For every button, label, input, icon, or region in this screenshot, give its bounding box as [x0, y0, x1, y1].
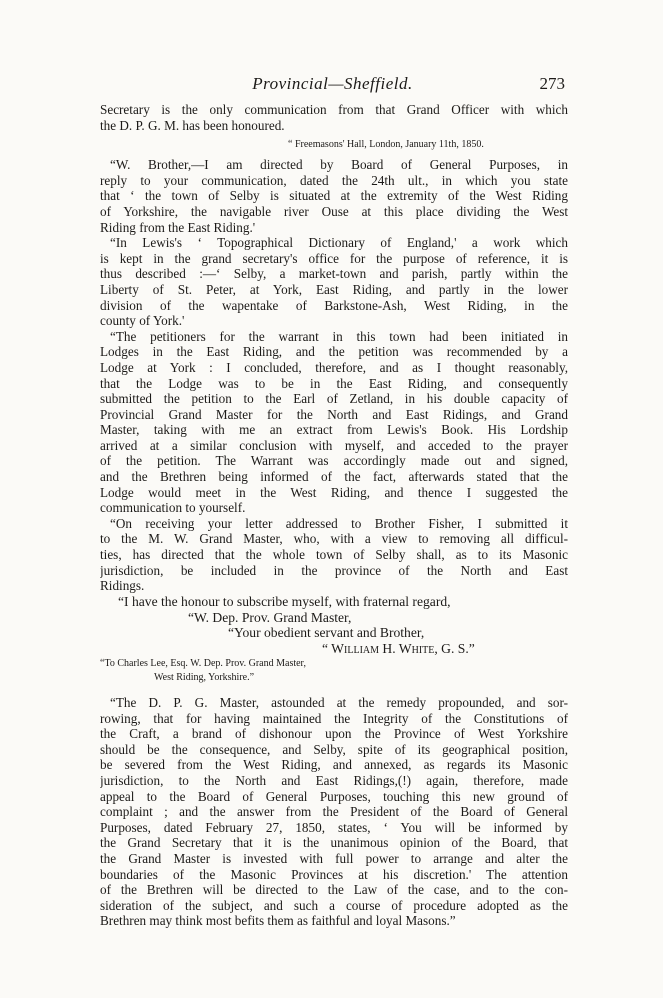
- text-line: county of York.': [100, 313, 185, 329]
- letter-closing: [100, 594, 568, 657]
- text-line: to the M. W. Grand Master, who, with a view to removing all difficul-: [100, 531, 568, 547]
- text-line: and the Brethren being informed of the fact, afterwards stated that the: [100, 469, 568, 485]
- dateline: “ Freemasons' Hall, London, January 11th, 1850.: [288, 139, 484, 151]
- text-line: should be the consequence, and Selby, spite of its geographical position,: [100, 741, 568, 757]
- text-line: jurisdiction, to the North and East Ridings,(!) again, therefore, made: [100, 772, 568, 788]
- text-line: Brethren may think most befits them as faithful and loyal Masons.”: [100, 913, 456, 929]
- text-line: “In Lewis's ‘ Topographical Dictionary of England,' a work which: [110, 235, 568, 251]
- page-header: [100, 74, 565, 96]
- closing-line: “W. Dep. Prov. Grand Master,: [188, 609, 352, 625]
- text-line: Provincial Grand Master for the North and East Ridings, and Grand: [100, 406, 568, 422]
- text-line: “The D. P. G. Master, astounded at the remedy propounded, and sor-: [110, 695, 568, 710]
- text-line: of Yorkshire, the navigable river Ouse at this place dividing the West: [100, 203, 568, 219]
- text-line: Ridings.: [100, 578, 145, 594]
- text-line: division of the wapentake of Barkstone-Ash, West Riding, in the: [100, 297, 568, 313]
- body-text: [100, 102, 568, 929]
- text-line: Purposes, dated February 27, 1850, states, ‘ You will be informed by: [100, 819, 568, 835]
- text-line: the Craft, a brand of dishonour upon the Province of West Yorkshire: [100, 726, 568, 742]
- text-line: of the petition. The Warrant was accordingly made out and signed,: [100, 453, 568, 469]
- text-line: of the Brethren will be directed to the Law of the case, and to the con-: [100, 882, 568, 898]
- text-line: arrived at a similar conclusion with myself, and acceded to the prayer: [100, 437, 568, 453]
- text-line: that the Lodge was to be in the East Riding, and consequently: [100, 375, 568, 391]
- text-line: the Grand Secretary that it is the unanimous opinion of the Board, that: [100, 835, 568, 851]
- text-line: submitted the petition to the Earl of Zetland, in his double capacity of: [100, 391, 568, 407]
- text-line: the D. P. G. M. has been honoured.: [100, 117, 285, 133]
- closing-line: “Your obedient servant and Brother,: [228, 625, 425, 641]
- text-line: Secretary is the only communication from that Grand Officer with which: [100, 102, 568, 117]
- text-line: that ‘ the town of Selby is situated at the extremity of the West Riding: [100, 188, 568, 204]
- running-title: Provincial—Sheffield.: [252, 74, 413, 93]
- text-line: be severed from the West Riding, and annexed, as regards its Masonic: [100, 757, 568, 773]
- letter-body: [100, 157, 568, 594]
- text-line: “W. Brother,—I am directed by Board of General Purposes, in: [110, 157, 568, 173]
- text-line: jurisdiction, be included in the province of the North and East: [100, 562, 568, 578]
- text-line: boundaries of the Masonic Provinces at his discretion.' The attention: [100, 866, 568, 882]
- text-line: complaint ; and the answer from the President of the Board of General: [100, 804, 568, 820]
- address-block: [100, 657, 568, 685]
- text-line: Lodge at York : I concluded, therefore, and as I thought reasonably,: [100, 359, 568, 375]
- text-line: is kept in the grand secretary's office for the purpose of reference, it is: [100, 250, 568, 266]
- text-line: “On receiving your letter addressed to Brother Fisher, I submitted it: [110, 515, 568, 531]
- text-line: the Grand Master is invested with full power to arrange and alter the: [100, 850, 568, 866]
- text-line: rowing, that for having maintained the Integrity of the Constitutions of: [100, 710, 568, 726]
- text-line: Master, taking with me an extract from Lewis's Book. His Lordship: [100, 422, 568, 438]
- text-line: Lodges in the East Riding, and the petition was recommended by a: [100, 344, 568, 360]
- page-number: 273: [539, 74, 565, 93]
- text-line: reply to your communication, dated the 24th ult., in which you state: [100, 172, 568, 188]
- text-line: ties, has directed that the whole town of Selby shall, as to its Masonic: [100, 547, 568, 563]
- address-line: “To Charles Lee, Esq. W. Dep. Prov. Grand Master,: [100, 658, 306, 669]
- text-line: “The petitioners for the warrant in this town had been initiated in: [110, 328, 568, 344]
- text-line: sideration of the subject, and such a course of procedure adopted as the: [100, 897, 568, 913]
- text-line: thus described :—‘ Selby, a market-town and parish, partly within the: [100, 266, 568, 282]
- closing-line: “I have the honour to subscribe myself, with fraternal regard,: [118, 593, 451, 609]
- text-line: Liberty of St. Peter, at York, East Riding, and partly in the lower: [100, 281, 568, 297]
- signature-line: “ William H. White, G. S.”: [322, 641, 475, 657]
- intro-paragraph: [100, 102, 568, 133]
- text-line: Lodge would meet in the West Riding, and thence I suggested the: [100, 484, 568, 500]
- text-line: appeal to the Board of General Purposes, touching this new ground of: [100, 788, 568, 804]
- text-line: communication to yourself.: [100, 500, 246, 516]
- final-paragraph: [100, 695, 568, 929]
- text-line: Riding from the East Riding.': [100, 219, 256, 235]
- address-line: West Riding, Yorkshire.”: [154, 672, 255, 683]
